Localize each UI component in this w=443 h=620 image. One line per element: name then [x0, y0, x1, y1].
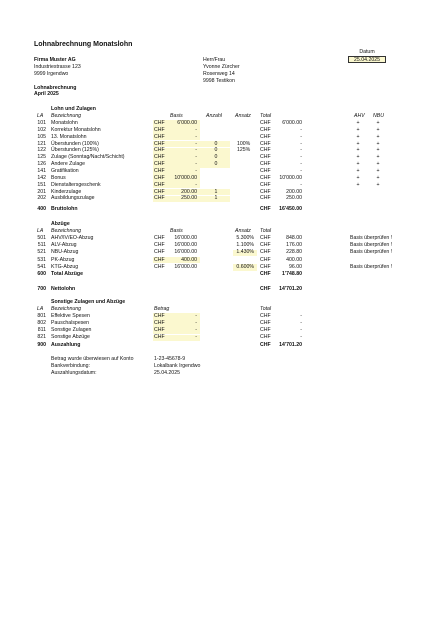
sonstige-row [0, 328, 443, 334]
row-basis: 16'000.00 [174, 242, 197, 249]
col-bezeichnung: Bezeichnung [51, 306, 81, 312]
payment-value: Lokalbank Irgendwo [154, 363, 201, 369]
row-nbu: + [376, 126, 380, 133]
row-currency: CHF [154, 327, 165, 334]
row-currency: CHF [154, 133, 165, 140]
row-total: - [300, 154, 302, 161]
row-label: NBU-Abzug [51, 249, 79, 256]
row-label: Dienstaltersgeschenk [51, 181, 101, 188]
abzug-row [0, 258, 443, 264]
row-label: Andere Zulage [51, 161, 86, 168]
row-la: 202 [37, 195, 46, 202]
row-currency: CHF [260, 188, 271, 195]
row-betrag: - [195, 313, 197, 319]
document-title: Lohnabrechnung Monatslohn [34, 41, 133, 48]
row-label: Überstunden (100%) [51, 140, 99, 147]
row-ahv: + [356, 161, 360, 168]
row-total: 250.00 [286, 195, 302, 202]
row-currency: CHF [154, 249, 165, 256]
row-total: - [300, 126, 302, 133]
row-currency: CHF [260, 206, 271, 212]
row-currency: CHF [260, 271, 271, 277]
row-basis: - [195, 133, 197, 140]
row-total: - [300, 181, 302, 188]
col-la: LA [37, 113, 44, 119]
auszahlung-row [0, 343, 443, 349]
row-total: - [300, 140, 302, 147]
row-currency: CHF [260, 181, 271, 188]
row-anzahl: 0 [214, 154, 218, 161]
col-la: LA [37, 306, 44, 312]
row-total: - [300, 320, 302, 327]
row-la: 511 [37, 242, 46, 249]
company-street: Industriestrasse 123 [34, 64, 81, 70]
col-ansatz: Ansatz [235, 113, 251, 119]
row-ansatz: 125% [237, 147, 251, 154]
col-la: LA [37, 228, 44, 234]
payment-label: Betrag wurde überwiesen auf Konto [51, 356, 134, 362]
row-currency: CHF [260, 147, 271, 154]
row-currency: CHF [260, 161, 271, 168]
row-currency: CHF [260, 313, 271, 319]
row-currency: CHF [260, 327, 271, 334]
row-nbu: + [376, 147, 380, 154]
row-la: 201 [37, 188, 46, 195]
abzug-row [0, 236, 443, 242]
abzug-row [0, 243, 443, 249]
row-ahv: + [356, 167, 360, 174]
row-la: 700 [37, 286, 46, 292]
row-total: 200.00 [286, 188, 302, 195]
row-la: 521 [37, 249, 46, 256]
row-nbu: + [376, 133, 380, 140]
row-la: 600 [37, 271, 46, 277]
payment-value: 25.04.2025 [154, 370, 180, 376]
col-anzahl: Anzahl [206, 113, 222, 119]
row-currency: CHF [260, 342, 271, 348]
total-abzuege-row [0, 272, 443, 278]
row-total: - [300, 327, 302, 334]
row-label: Auszahlung [51, 342, 81, 348]
row-anzahl: 0 [214, 140, 218, 147]
row-label: Korrektur Monatslohn [51, 126, 101, 133]
row-label: AHV/IV/EO-Abzug [51, 235, 94, 241]
lohn-row [0, 176, 443, 182]
row-la: 121 [37, 140, 46, 147]
row-total: 10'000.00 [279, 174, 302, 181]
row-currency: CHF [154, 313, 165, 319]
row-basis: 400.00 [181, 256, 197, 263]
row-label: Sonstige Abzüge [51, 334, 90, 341]
row-label: Gratifikation [51, 167, 79, 174]
row-currency: CHF [260, 263, 271, 270]
row-la: 126 [37, 161, 46, 168]
row-currency: CHF [154, 161, 165, 168]
row-nbu: + [376, 174, 380, 181]
row-currency: CHF [260, 167, 271, 174]
row-nbu: + [376, 167, 380, 174]
row-label: Überstunden (125%) [51, 147, 99, 154]
row-la: 531 [37, 256, 46, 263]
row-currency: CHF [260, 242, 271, 249]
row-nbu: + [376, 161, 380, 168]
row-label: Zulage (Sonntag/Nacht/Schicht) [51, 154, 125, 161]
date-value: 25.04.2025 [354, 56, 380, 63]
row-total: 14'701.20 [279, 342, 302, 348]
section-sonstige-title: Sonstige Zulagen und Abzüge [51, 299, 126, 305]
row-basis: - [195, 140, 197, 147]
row-ansatz: 0.600% [236, 263, 254, 270]
row-ahv: + [356, 140, 360, 147]
row-ansatz: 1.100% [236, 242, 254, 249]
row-total: 848.00 [286, 235, 302, 241]
row-currency: CHF [260, 235, 271, 241]
row-label: Bruttolohn [51, 206, 78, 212]
row-basis: 16'000.00 [174, 263, 197, 270]
row-currency: CHF [154, 126, 165, 133]
row-label: Pauschalspesen [51, 320, 90, 327]
row-la: 541 [37, 263, 46, 270]
row-label: Total Abzüge [51, 271, 83, 277]
col-nbu: NBU [373, 113, 384, 119]
row-betrag: - [195, 327, 197, 334]
row-ahv: + [356, 126, 360, 133]
section-lohn-title: Lohn und Zulagen [51, 106, 96, 112]
row-anzahl: 1 [214, 195, 218, 202]
row-total: - [300, 334, 302, 341]
abzug-row [0, 250, 443, 256]
row-la: 142 [37, 174, 46, 181]
row-la: 900 [37, 342, 46, 348]
row-la: 122 [37, 147, 46, 154]
row-basis: 16'000.00 [174, 249, 197, 256]
row-ansatz: 100% [237, 140, 251, 147]
row-basis: - [195, 154, 197, 161]
row-basis: - [195, 161, 197, 168]
col-bezeichnung: Bezeichnung [51, 228, 81, 234]
sonstige-row [0, 335, 443, 341]
row-ansatz: 1.430% [236, 249, 254, 256]
row-ahv: + [356, 154, 360, 161]
row-label: PK-Abzug [51, 256, 75, 263]
row-currency: CHF [260, 334, 271, 341]
row-basis: 200.00 [181, 188, 197, 195]
col-ansatz: Ansatz [235, 228, 251, 234]
recipient-city: 9998 Testikon [203, 78, 235, 84]
row-la: 811 [37, 327, 46, 334]
row-total: 6'000.00 [282, 120, 302, 126]
bruttolohn-row [0, 207, 443, 213]
row-currency: CHF [260, 195, 271, 202]
row-note: Basis überprüfen ! [350, 263, 393, 270]
doc-subtitle: Lohnabrechnung [34, 85, 77, 91]
row-la: 101 [37, 120, 46, 126]
row-anzahl: 0 [214, 147, 218, 154]
row-currency: CHF [260, 120, 271, 126]
row-label: Bonus [51, 174, 66, 181]
row-currency: CHF [154, 140, 165, 147]
col-total: Total [260, 113, 272, 119]
row-currency: CHF [260, 126, 271, 133]
row-currency: CHF [154, 256, 165, 263]
row-label: KTG-Abzug [51, 263, 79, 270]
row-la: 151 [37, 181, 46, 188]
lohn-row [0, 196, 443, 202]
recipient-name: Yvonne Zürcher [203, 64, 240, 70]
row-betrag: - [195, 334, 197, 341]
row-la: 102 [37, 126, 46, 133]
recipient-salutation: Herr/Frau [203, 57, 226, 63]
col-basis: Basis [170, 113, 183, 119]
row-note: Basis überprüfen ! [350, 242, 393, 249]
row-total: - [300, 313, 302, 319]
col-bezeichnung: Bezeichnung [51, 113, 81, 119]
row-la: 801 [37, 313, 46, 319]
row-total: - [300, 161, 302, 168]
date-label: Datum [359, 49, 375, 55]
row-currency: CHF [260, 154, 271, 161]
row-nbu: + [376, 140, 380, 147]
row-label: 13. Monatslohn [51, 133, 87, 140]
payment-label: Auszahlungsdatum: [51, 370, 97, 376]
payment-date-row [0, 371, 443, 377]
row-basis: - [195, 126, 197, 133]
row-basis: - [195, 167, 197, 174]
company-name: Firma Muster AG [34, 57, 76, 63]
abzug-row [0, 265, 443, 271]
row-ahv: + [356, 120, 360, 126]
row-total: 96.00 [289, 263, 302, 270]
row-ansatz: 5.300% [236, 235, 254, 241]
row-total: 16'450.00 [279, 206, 302, 212]
row-currency: CHF [154, 334, 165, 341]
row-la: 501 [37, 235, 46, 241]
col-total: Total [260, 306, 272, 312]
row-label: Sonstige Zulagen [51, 327, 92, 334]
row-total: - [300, 167, 302, 174]
row-currency: CHF [154, 195, 165, 202]
row-currency: CHF [154, 154, 165, 161]
row-total: 400.00 [286, 256, 302, 263]
row-nbu: + [376, 120, 380, 126]
row-basis: - [195, 147, 197, 154]
col-betrag: Betrag [154, 306, 170, 312]
row-currency: CHF [154, 188, 165, 195]
row-nbu: + [376, 154, 380, 161]
row-note: Basis überprüfen ! [350, 235, 393, 241]
col-ahv: AHV [354, 113, 365, 119]
sonstige-row [0, 314, 443, 320]
row-basis: - [195, 181, 197, 188]
row-total: 228.80 [286, 249, 302, 256]
nettolohn-row [0, 287, 443, 293]
row-total: - [300, 133, 302, 140]
row-nbu: + [376, 181, 380, 188]
row-basis: 250.00 [181, 195, 197, 202]
row-ahv: + [356, 181, 360, 188]
row-anzahl: 0 [214, 161, 218, 168]
row-currency: CHF [260, 320, 271, 327]
col-total: Total [260, 228, 272, 234]
section-abzuege-title: Abzüge [51, 221, 70, 227]
row-currency: CHF [260, 286, 271, 292]
sonstige-row [0, 321, 443, 327]
row-total: - [300, 147, 302, 154]
row-currency: CHF [154, 263, 165, 270]
row-currency: CHF [260, 249, 271, 256]
row-la: 141 [37, 167, 46, 174]
row-ahv: + [356, 133, 360, 140]
row-la: 125 [37, 154, 46, 161]
row-anzahl: 1 [214, 188, 218, 195]
recipient-street: Rosenweg 14 [203, 71, 235, 77]
row-la: 105 [37, 133, 46, 140]
row-la: 400 [37, 206, 46, 212]
period: April 2025 [34, 91, 59, 97]
payment-value: 1-23-45678-9 [154, 356, 186, 362]
row-currency: CHF [154, 167, 165, 174]
row-total: 14'701.20 [279, 286, 302, 292]
lohn-row [0, 128, 443, 134]
row-label: Ausbildungszulage [51, 195, 95, 202]
row-currency: CHF [260, 256, 271, 263]
row-currency: CHF [154, 242, 165, 249]
row-label: ALV-Abzug [51, 242, 77, 249]
row-currency: CHF [154, 320, 165, 327]
row-currency: CHF [154, 235, 165, 241]
row-total: 176.00 [286, 242, 302, 249]
row-total: 1'748.80 [282, 271, 302, 277]
row-basis: 10'000.00 [174, 174, 197, 181]
row-currency: CHF [154, 174, 165, 181]
col-basis: Basis [170, 228, 183, 234]
company-city: 9999 Irgendwo [34, 71, 69, 77]
row-basis: 6'000.00 [177, 120, 197, 126]
row-label: Nettolohn [51, 286, 76, 292]
row-label: Kinderzulage [51, 188, 82, 195]
row-currency: CHF [260, 140, 271, 147]
row-label: Monatslohn [51, 120, 78, 126]
row-label: Effektive Spesen [51, 313, 90, 319]
row-la: 821 [37, 334, 46, 341]
row-currency: CHF [154, 181, 165, 188]
row-currency: CHF [154, 147, 165, 154]
row-basis: 16'000.00 [174, 235, 197, 241]
row-ahv: + [356, 147, 360, 154]
row-currency: CHF [154, 120, 165, 126]
row-currency: CHF [260, 174, 271, 181]
row-currency: CHF [260, 133, 271, 140]
row-note: Basis überprüfen ! [350, 249, 393, 256]
row-la: 802 [37, 320, 46, 327]
row-betrag: - [195, 320, 197, 327]
payment-label: Bankverbindung: [51, 363, 90, 369]
row-ahv: + [356, 174, 360, 181]
